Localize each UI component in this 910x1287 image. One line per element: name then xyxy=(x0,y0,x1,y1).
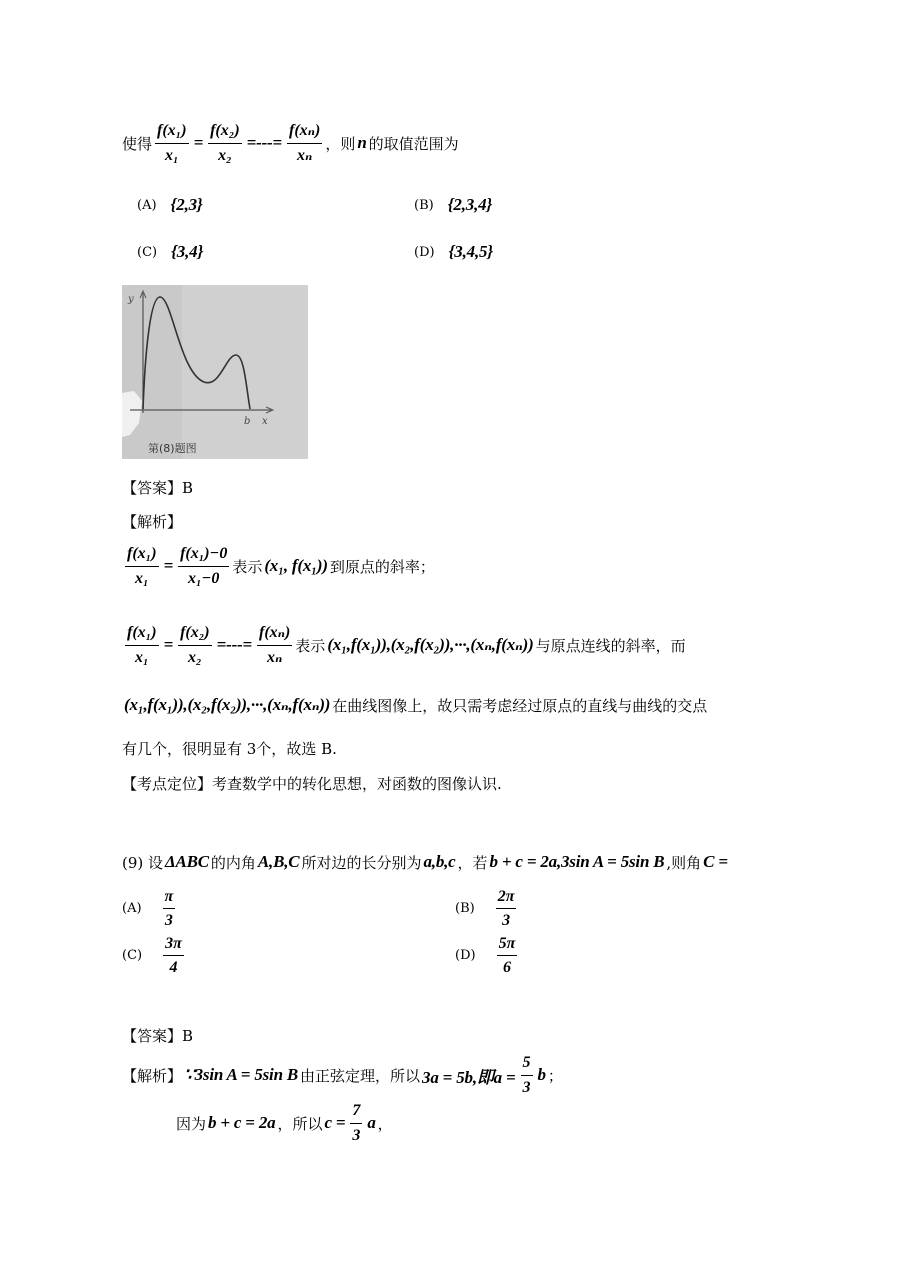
text-run: 的内角 xyxy=(210,853,256,872)
q9-option-c xyxy=(122,930,187,980)
b-label: b xyxy=(244,416,251,427)
fraction-numerator: f(x₂) xyxy=(210,122,240,140)
math-expression: = xyxy=(163,635,174,654)
option-value xyxy=(446,195,494,215)
math-expression: {3,4} xyxy=(171,242,204,261)
option-label: (A) xyxy=(137,197,157,213)
q8-option-c xyxy=(137,227,205,277)
q9-option-a xyxy=(122,883,178,933)
fraction-numerator: π xyxy=(164,887,174,905)
fraction-denominator: x₁ xyxy=(125,645,159,667)
fraction-denominator: x₁ xyxy=(155,143,189,165)
answer-text: 【答案】B xyxy=(122,1026,194,1045)
analysis-label: 【解析】 xyxy=(122,512,183,531)
question-8-stem xyxy=(122,118,459,168)
question-9-stem xyxy=(122,837,730,887)
fraction-numerator: 7 xyxy=(352,1102,361,1120)
text-run: 使得 xyxy=(122,134,153,153)
fraction xyxy=(208,121,242,164)
math-expression: = xyxy=(163,556,174,575)
math-expression: b + c = 2a xyxy=(208,1113,276,1132)
q8-analysis-line-1 xyxy=(122,541,435,591)
math-expression: = xyxy=(193,133,204,152)
option-label: (B) xyxy=(414,197,434,213)
q9-option-b xyxy=(455,883,519,933)
q9-analysis-line-1 xyxy=(122,1050,563,1100)
q8-analysis-line-2 xyxy=(122,620,686,670)
math-expression: {2,3} xyxy=(170,195,203,214)
math-expression: =---= xyxy=(246,133,282,152)
option-label: (C) xyxy=(137,244,158,260)
math-expression: (x₁,f(x₁)),(x₂,f(x₂)),···,(xₙ,f(xₙ)) xyxy=(124,695,331,714)
q8-option-a xyxy=(137,180,205,230)
y-axis-label: y xyxy=(128,294,134,305)
fraction-numerator: 3π xyxy=(165,934,182,952)
math-expression: {3,4,5} xyxy=(448,242,494,261)
math-expression: (x₁, f(x₁)) xyxy=(264,556,328,575)
fraction-denominator: 4 xyxy=(163,955,184,977)
fraction-denominator: 6 xyxy=(497,955,518,977)
text-run: ，若 xyxy=(457,853,488,872)
math-expression: A,B,C xyxy=(257,852,300,871)
option-label: (D) xyxy=(455,947,476,963)
fraction-numerator: f(x₁) xyxy=(157,122,187,140)
option-value xyxy=(494,933,521,977)
q9-analysis-line-2 xyxy=(176,1098,393,1148)
text-run: 到原点的斜率； xyxy=(329,557,435,576)
fraction-numerator: f(x₂) xyxy=(180,624,210,642)
question-8-figure xyxy=(122,285,308,459)
fraction xyxy=(257,623,292,666)
fraction xyxy=(155,121,189,164)
fraction-denominator: x₂ xyxy=(208,143,242,165)
fraction-numerator: f(x₁)−0 xyxy=(180,545,228,563)
fraction-numerator: f(x₁) xyxy=(127,545,157,563)
fraction xyxy=(163,934,184,977)
fraction-denominator: 3 xyxy=(163,908,176,930)
text-run: 所对边的长分别为 xyxy=(301,853,422,872)
text-run: (9) 设 xyxy=(122,853,164,872)
fraction xyxy=(521,1053,533,1096)
key-point-text: 【考点定位】考查数学中的转化思想，对函数的图像认识. xyxy=(122,774,502,793)
text-run: 的取值范围为 xyxy=(368,134,459,153)
fraction-numerator: 2π xyxy=(497,887,515,905)
option-value xyxy=(160,933,187,977)
fraction-denominator: x₁ xyxy=(125,566,159,588)
math-expression: c = xyxy=(324,1113,346,1132)
option-value xyxy=(447,242,495,262)
function-graph-image xyxy=(122,285,308,459)
q8-option-d xyxy=(414,227,495,277)
q8-key-point xyxy=(122,758,502,808)
math-expression: 3a = 5b,即a = xyxy=(422,1067,516,1087)
math-expression: a xyxy=(367,1113,376,1132)
fraction xyxy=(178,544,229,587)
fraction-numerator: f(xₙ) xyxy=(258,624,291,642)
option-value xyxy=(169,195,205,215)
math-expression: {2,3,4} xyxy=(447,195,493,214)
fraction-denominator: 3 xyxy=(350,1123,362,1145)
math-expression: C = xyxy=(703,852,728,871)
option-label: (A) xyxy=(122,900,142,916)
figure-caption: 第(8)题图 xyxy=(148,442,197,455)
text-run: 由正弦定理，所以 xyxy=(300,1066,421,1085)
q8-analysis-label xyxy=(122,496,182,546)
math-expression: a,b,c xyxy=(423,852,456,871)
answer-text: 【答案】B xyxy=(122,478,194,497)
math-expression: b + c = 2a,3sin A = 5sin B xyxy=(489,852,665,871)
option-value xyxy=(493,886,520,930)
text-run: ； xyxy=(547,1066,563,1085)
fraction-numerator: f(x₁) xyxy=(127,624,157,642)
option-value xyxy=(160,886,179,930)
math-expression: (x₁,f(x₁)),(x₂,f(x₂)),···,(xₙ,f(xₙ)) xyxy=(327,635,534,654)
fraction-denominator: xₙ xyxy=(287,143,322,165)
fraction xyxy=(497,934,518,977)
math-expression: =---= xyxy=(216,635,252,654)
option-label: (B) xyxy=(455,900,475,916)
fraction-denominator: 3 xyxy=(521,1075,533,1097)
option-value xyxy=(169,242,205,262)
math-expression: ∵3sin A = 5sin B xyxy=(184,1065,299,1084)
fraction xyxy=(163,887,176,930)
math-expression: b xyxy=(537,1065,546,1084)
x-axis-label: x xyxy=(262,416,268,427)
text-run: 与原点连线的斜率，而 xyxy=(535,636,686,655)
fraction-numerator: 5 xyxy=(522,1054,531,1072)
text-run: 【解析】 xyxy=(122,1066,183,1085)
math-expression: n xyxy=(357,133,367,152)
fraction xyxy=(125,623,159,666)
text-run: ，所以 xyxy=(277,1114,323,1133)
fraction-denominator: xₙ xyxy=(257,645,292,667)
fraction-numerator: f(xₙ) xyxy=(289,122,321,140)
text-run: ,则角 xyxy=(666,853,702,872)
text-run: 表示 xyxy=(295,636,326,655)
text-run: ，则 xyxy=(325,134,356,153)
fraction-numerator: 5π xyxy=(498,934,516,952)
fraction xyxy=(178,623,212,666)
option-label: (C) xyxy=(122,947,143,963)
fraction xyxy=(287,121,322,164)
fraction xyxy=(125,544,159,587)
text-run: 因为 xyxy=(176,1114,207,1133)
math-expression: ΔABC xyxy=(165,852,209,871)
fraction-denominator: x₂ xyxy=(178,645,212,667)
fraction-denominator: 3 xyxy=(496,908,517,930)
text-run: 在曲线图像上，故只需考虑经过原点的直线与曲线的交点 xyxy=(332,696,708,715)
text-run: 表示 xyxy=(232,557,263,576)
fraction-denominator: x₁−0 xyxy=(178,566,229,588)
option-label: (D) xyxy=(414,244,435,260)
fraction xyxy=(350,1101,362,1144)
text-run: 有几个，很明显有 3个，故选 B. xyxy=(122,739,337,758)
q8-option-b xyxy=(414,180,494,230)
q9-option-d xyxy=(455,930,520,980)
fraction xyxy=(496,887,517,930)
text-run: ， xyxy=(377,1114,393,1133)
